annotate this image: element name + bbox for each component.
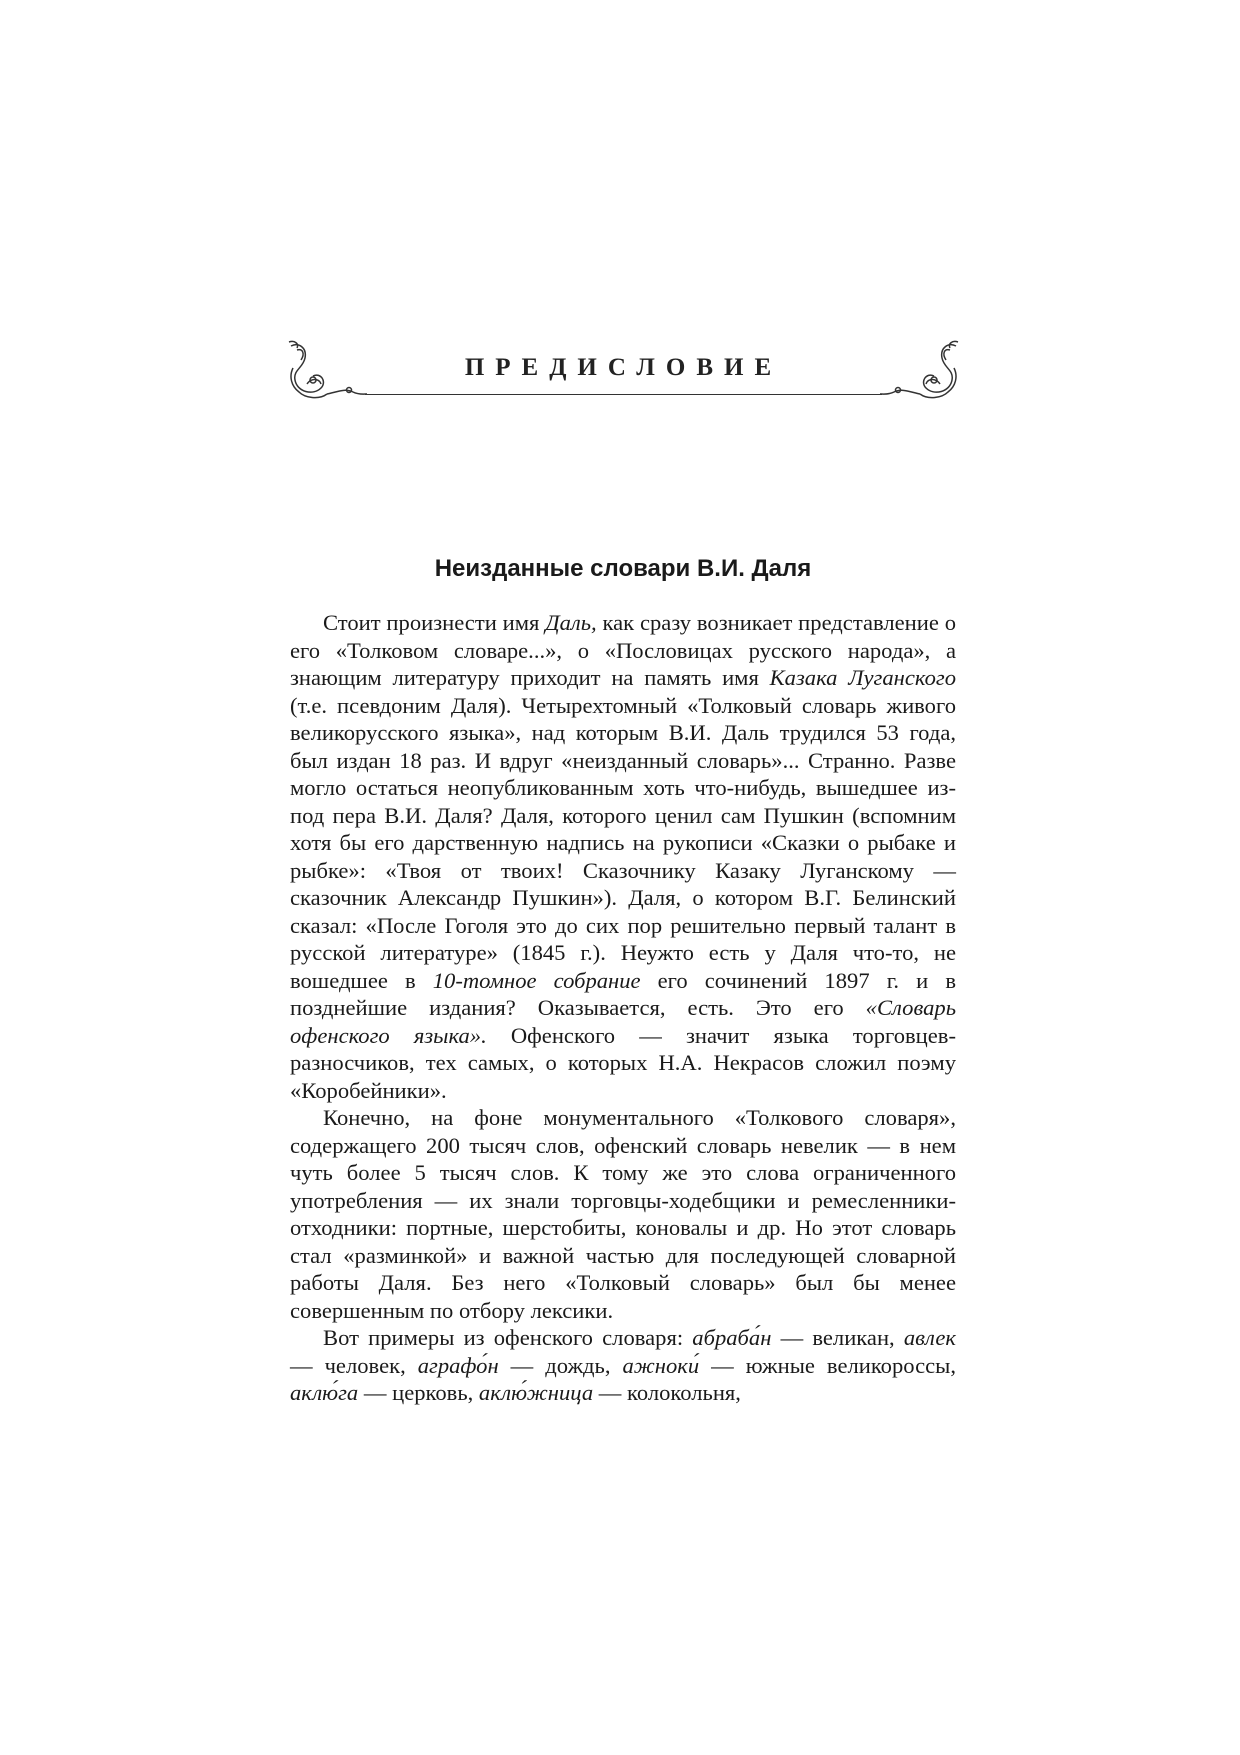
- italic-run: Казака Луганского: [769, 665, 956, 690]
- text-run: Стоит произнести имя: [323, 610, 546, 635]
- text-run: Вот примеры из офенского словаря:: [323, 1325, 693, 1350]
- italic-run: «Словарь офенского языка».: [290, 995, 956, 1048]
- italic-run: аграфо́н: [417, 1352, 499, 1378]
- text-run: его сочинений 1897 г. и в позднейшие издания? Оказывается, есть. Это его: [290, 967, 956, 1020]
- chapter-header: [287, 340, 960, 406]
- italic-run: ажноки́: [622, 1352, 700, 1378]
- text-run: — церковь,: [358, 1380, 479, 1405]
- text-run: — великан,: [771, 1325, 904, 1350]
- text-run: — колокольня,: [593, 1380, 741, 1405]
- italic-run: авлек: [903, 1325, 956, 1350]
- text-run: — человек,: [290, 1352, 418, 1378]
- text-run: как сразу возникает представление о его «Толковом словаре...», о «Пословицах русского народа», а знающим литературу приходит на память имя: [290, 610, 956, 690]
- text-run: (т.е. псевдоним Даля). Четырехтомный «Толковый словарь живого великорусского языка», над которым В.И. Даль трудился 53 года, был издан 18 раз. И вдруг «неизданный словарь»... Странно. Разве могло остаться неопубликованным хоть что-нибудь, вышедшее из-под пера В.И. Даля? Даля, которого ценил сам Пушкин (вспомним хотя бы его дарственную надпись на рукописи «Сказки о рыбаке и рыбке»: «Твоя от твоих! Сказочнику Казаку Луганскому — сказочник Александр Пушкин»). Даля, о котором В.Г. Белинский сказал: «После Гоголя это до сих пор решительно первый талант в русской литературе» (1845 г.). Неужто есть у Даля что-то, не вошедшее в: [290, 692, 956, 993]
- text-run: — дождь,: [498, 1352, 623, 1378]
- body-text: [290, 609, 956, 1407]
- text-run: — южные великороссы,: [699, 1352, 957, 1378]
- paragraph: [290, 1324, 956, 1407]
- text-run: Конечно, на фоне монументального «Толкового словаря», содержащего 200 тысяч слов, офенский словарь невелик — в нем чуть более 5 тысяч слов. К тому же это слова ограниченного употребления — их знали торговцы-ходебщики и ремесленники-отходники: портные, шерстобиты, коновалы и др. Но этот словарь стал «разминкой» и важной частью для последующей словарной работы Даля. Без него «Толковый словарь» был бы менее совершенным по отбору лексики.: [290, 1105, 956, 1323]
- ornament-right-icon: [880, 340, 960, 406]
- header-divider: [365, 394, 882, 395]
- text-run: Офенского — значит языка торговцев-разносчиков, тех самых, о которых Н.А. Некрасов сложил поэму «Коробейники».: [290, 1022, 956, 1103]
- italic-run: Даль,: [545, 610, 597, 635]
- italic-run: абраба́н: [692, 1325, 772, 1350]
- italic-run: 10-томное собрание: [432, 967, 641, 993]
- section-title: Неизданные словари В.И. Даля: [434, 555, 812, 582]
- chapter-title: ПРЕДИСЛОВИЕ: [464, 354, 783, 381]
- paragraph: [290, 1104, 956, 1324]
- paragraph: [290, 609, 956, 1104]
- italic-run: аклю́га: [290, 1380, 359, 1405]
- italic-run: аклю́жница: [478, 1380, 594, 1405]
